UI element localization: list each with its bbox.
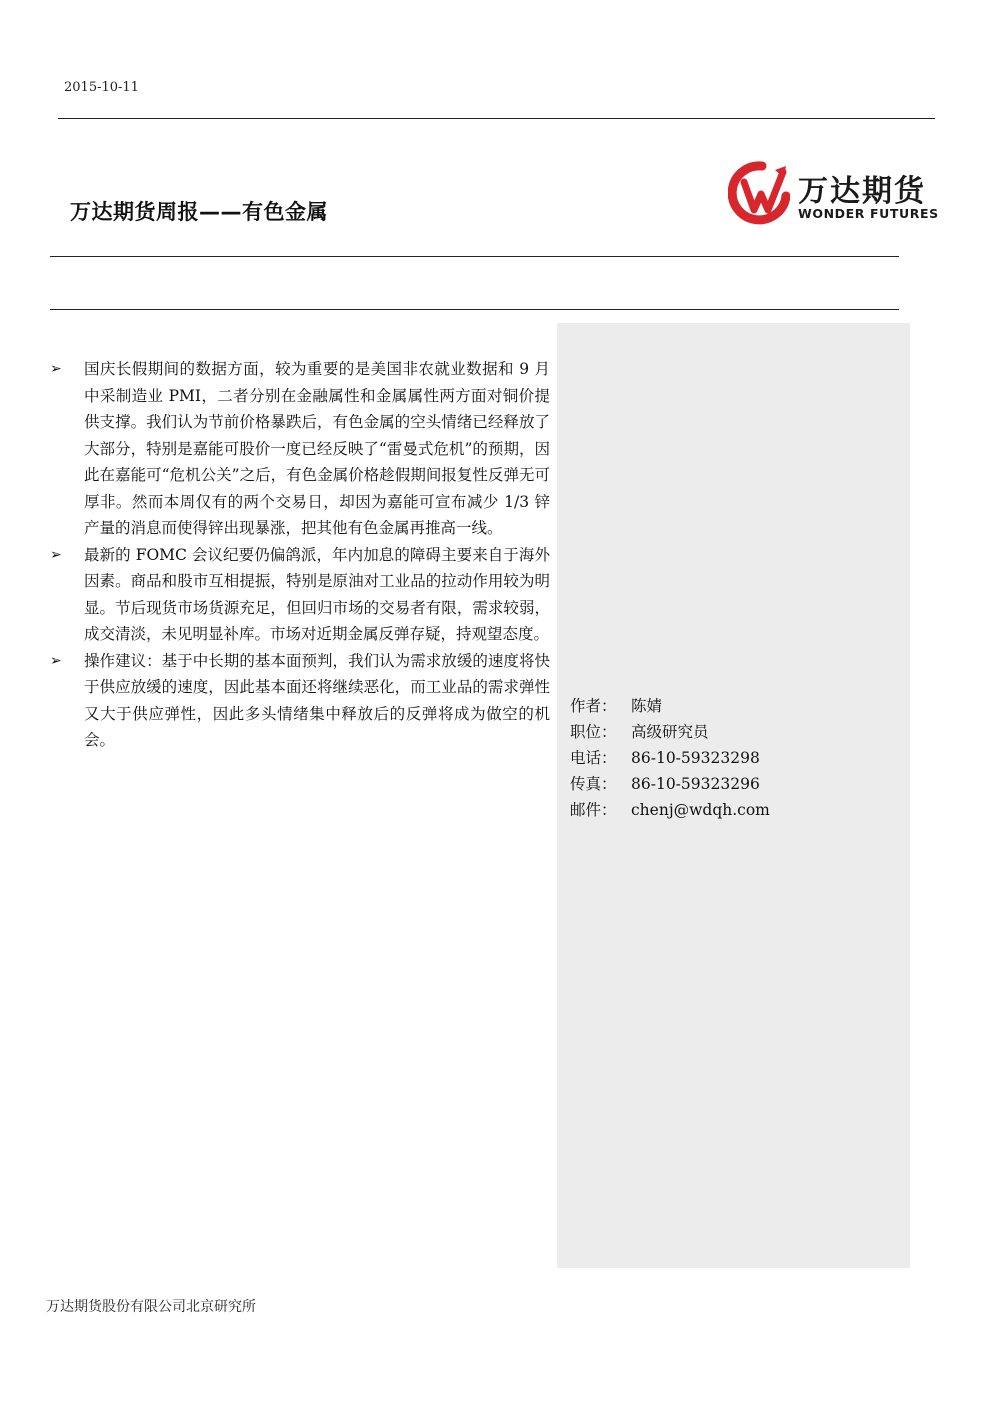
bullet-text: 操作建议：基于中长期的基本面预判，我们认为需求放缓的速度将快于供应放缓的速度，因此基本面还将继续恶化，而工业品的需求弹性又大于供应弹性，因此多头情绪集中释放后的反弹将成为做空的机会。 [84, 651, 550, 749]
arrow-bullet-icon: ➢ [50, 652, 62, 669]
list-item [50, 648, 550, 754]
list-item [50, 542, 550, 648]
logo-text-cn: 万达期货 [798, 174, 926, 209]
author-title: 高级研究员 [631, 723, 709, 741]
bullet-text: 最新的 FOMC 会议纪要仍偏鸽派，年内加息的障碍主要来自于海外因素。商品和股市互相提振，特别是原油对工业品的拉动作用较为明显。节后现货市场货源充足，但回归市场的交易者有限，需求较弱，成交清淡，未见明显补库。市场对近期金属反弹存疑，持观望态度。 [84, 545, 550, 643]
list-item [50, 356, 550, 542]
author-phone: 86-10-59323298 [631, 749, 760, 767]
author-name: 陈婧 [631, 697, 663, 715]
author-info [570, 693, 770, 823]
arrow-bullet-icon: ➢ [50, 546, 62, 563]
wonder-futures-logo-mark-icon [728, 160, 790, 226]
author-email: chenj@wdqh.com [631, 801, 770, 819]
logo-text-en: WONDER FUTURES [798, 206, 939, 221]
author-email-label: 邮件： [570, 801, 617, 819]
arrow-bullet-icon: ➢ [50, 361, 62, 377]
author-fax-label: 传真： [570, 775, 617, 793]
author-phone-label: 电话： [570, 749, 617, 767]
author-name-row [570, 693, 770, 719]
author-fax-row [570, 771, 770, 797]
author-phone-row [570, 745, 770, 771]
report-date: 2015-10-11 [64, 80, 139, 95]
header-divider [58, 118, 935, 119]
summary-bullet-list [50, 356, 550, 754]
title-divider-top [50, 256, 899, 257]
bullet-text: 国庆长假期间的数据方面，较为重要的是美国非农就业数据和 9 月中采制造业 PMI，二者分别在金融属性和金属属性两方面对铜价提供支撑。我们认为节前价格暴跌后，有色金属的空头情绪已经释放了大部分，特别是嘉能可股价一度已经反映了“雷曼式危机”的预期，因此在嘉能可“危机公关”之后，有色金属价格趁假期间报复性反弹无可厚非。然而本周仅有的两个交易日，却因为嘉能可宣布减少 1/3 锌产量的消息而使得锌出现暴涨，把其他有色金属再推高一线。 [84, 360, 550, 537]
author-fax: 86-10-59323296 [631, 775, 760, 793]
title-divider-bottom [50, 309, 899, 310]
author-name-label: 作者： [570, 697, 617, 715]
author-title-label: 职位： [570, 723, 617, 741]
footer-company: 万达期货股份有限公司北京研究所 [46, 1299, 256, 1315]
author-email-row [570, 797, 770, 823]
company-logo [728, 160, 938, 226]
author-title-row [570, 719, 770, 745]
report-title: 万达期货周报——有色金属 [70, 200, 328, 224]
